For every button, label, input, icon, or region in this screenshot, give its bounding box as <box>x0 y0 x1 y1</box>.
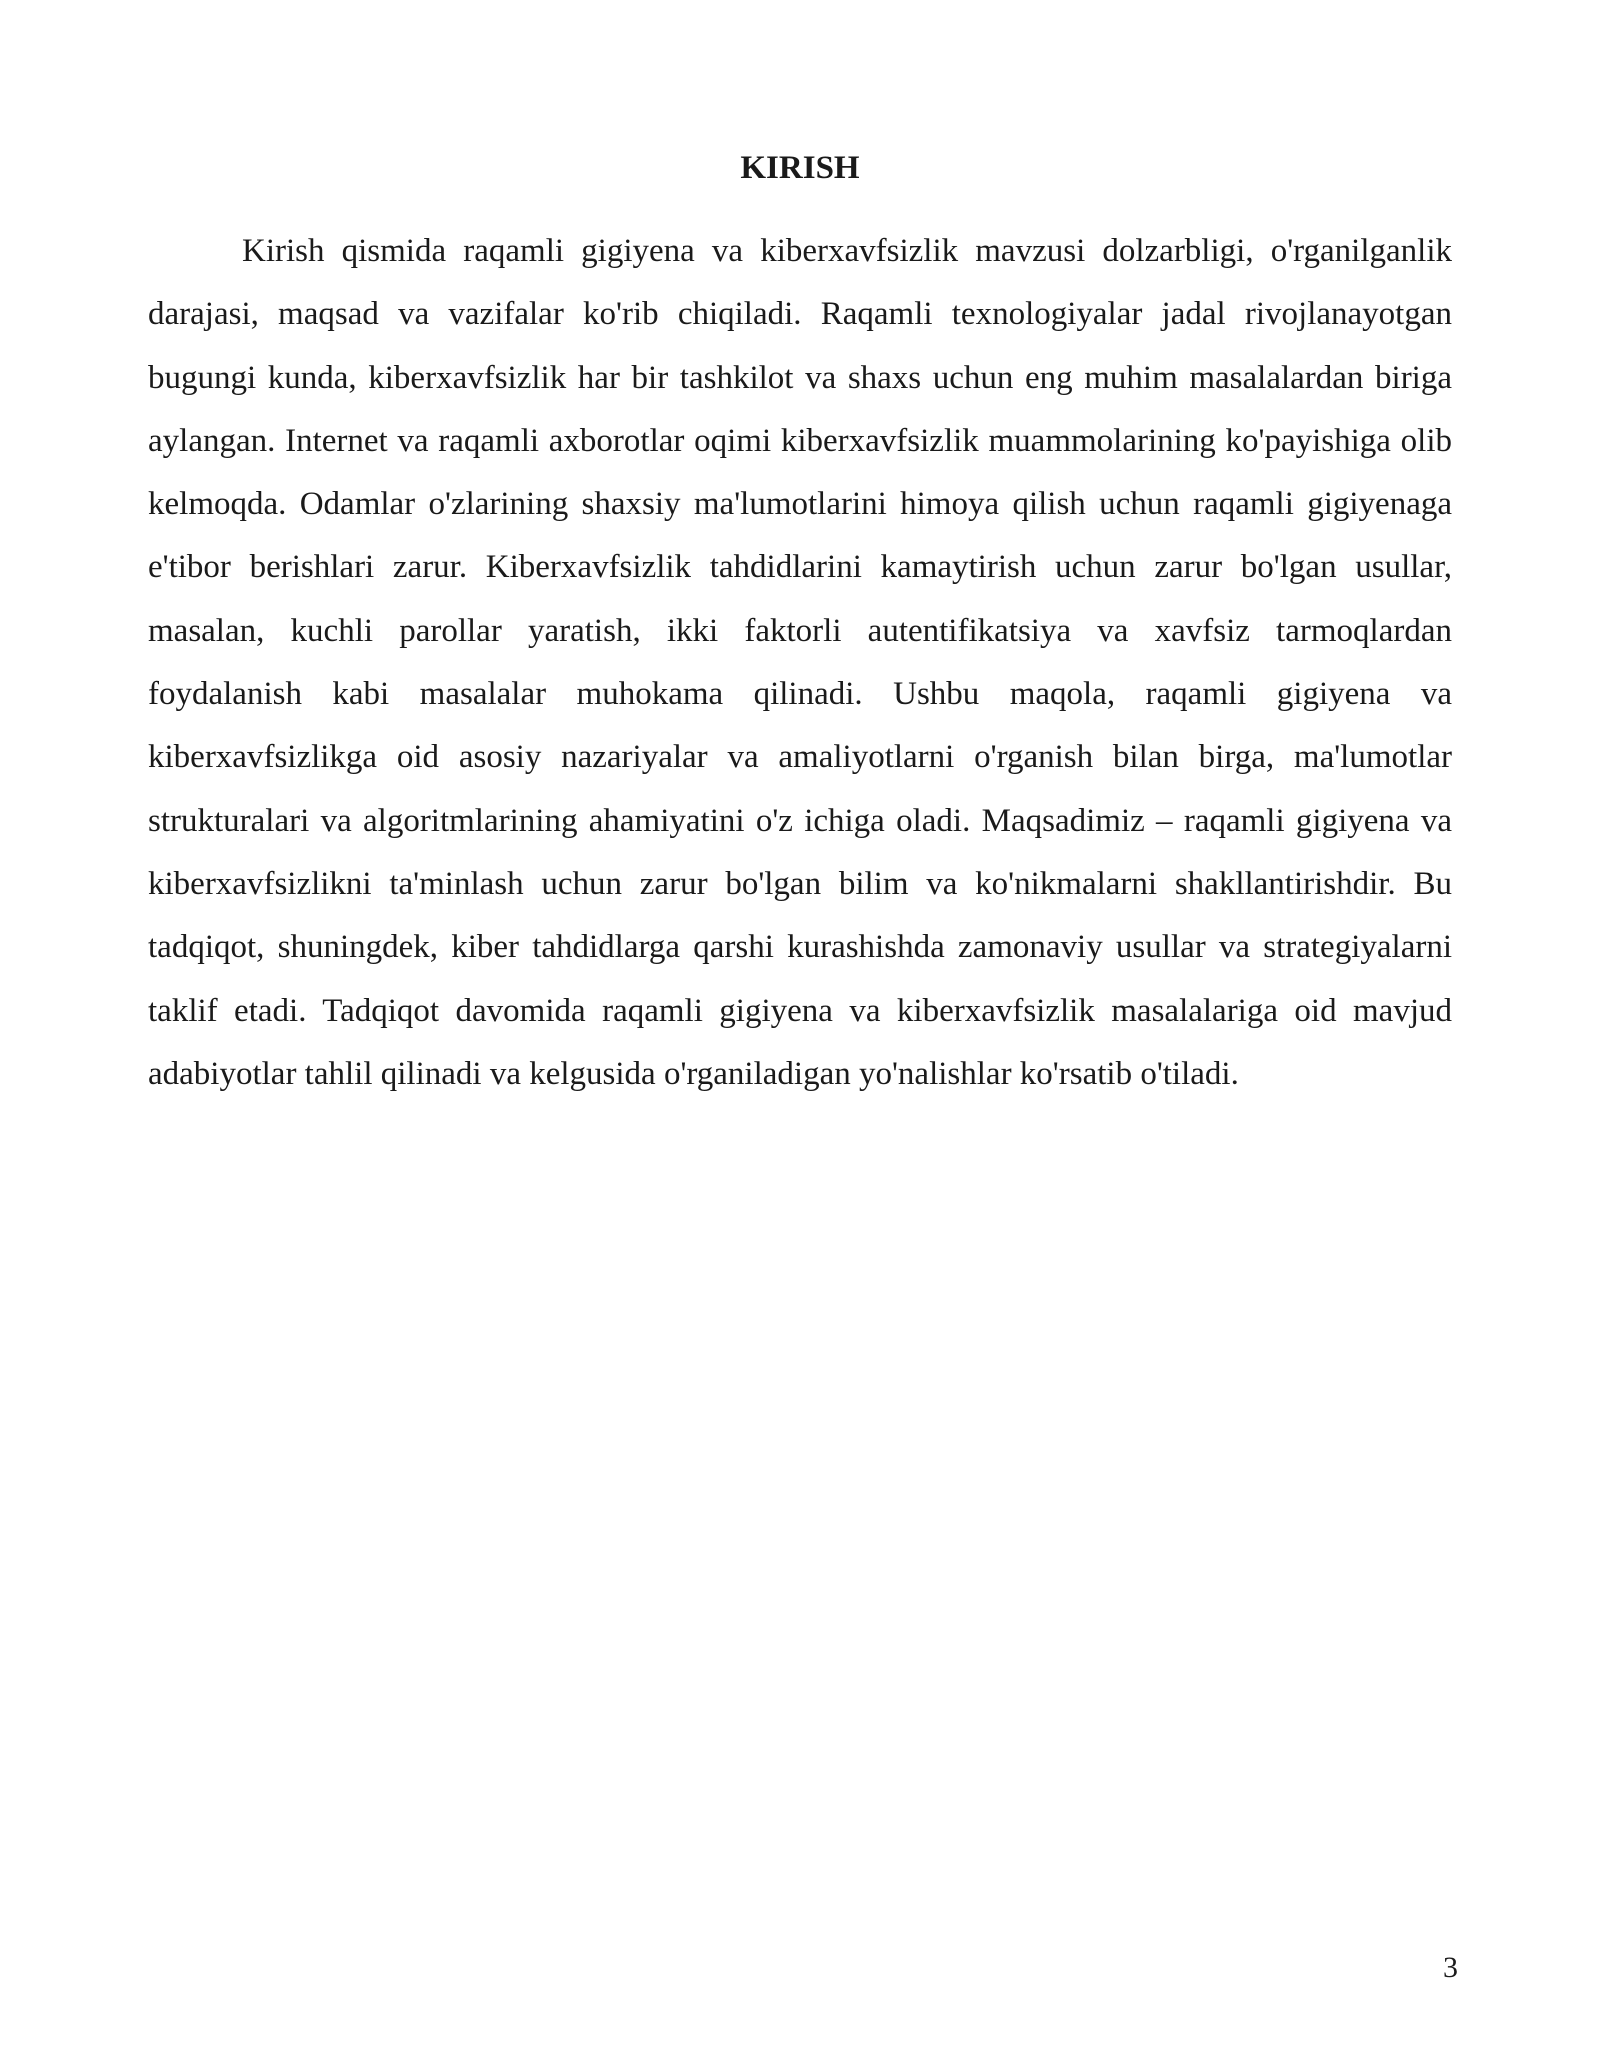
section-heading: KIRISH <box>740 150 860 186</box>
page-number: 3 <box>1443 1951 1458 1984</box>
body-paragraph: Kirish qismida raqamli gigiyena va kiberxavfsizlik mavzusi dolzarbligi, o'rganilganlik darajasi, maqsad va vazifalar ko'rib chiqiladi. Raqamli texnologiyalar jadal rivojlanayotgan bugungi kunda, kiberxavfsizlik har bir tashkilot va shaxs uchun eng muhim masalalardan biriga aylangan. Internet va raqamli axborotlar oqimi kiberxavfsizlik muammolarining ko'payishiga olib kelmoqda. Odamlar o'zlarining shaxsiy ma'lumotlarini himoya qilish uchun raqamli gigiyenaga e'tibor berishlari zarur. Kiberxavfsizlik tahdidlarini kamaytirish uchun zarur bo'lgan usullar, masalan, kuchli parollar yaratish, ikki faktorli autentifikatsiya va xavfsiz tarmoqlardan foydalanish kabi masalalar muhokama qilinadi. Ushbu maqola, raqamli gigiyena va kiberxavfsizlikga oid asosiy nazariyalar va amaliyotlarni o'rganish bilan birga, ma'lumotlar strukturalari va algoritmlarining ahamiyatini o'z ichiga oladi. Maqsadimiz – raqamli gigiyena va kiberxavfsizlikni ta'minlash uchun zarur bo'lgan bilim va ko'nikmalarni shakllantirishdir. Bu tadqiqot, shuningdek, kiber tahdidlarga qarshi kurashishda zamonaviy usullar va strategiyalarni taklif etadi. Tadqiqot davomida raqamli gigiyena va kiberxavfsizlik masalalariga oid mavjud adabiyotlar tahlil qilinadi va kelgusida o'rganiladigan yo'nalishlar ko'rsatib o'tiladi. <box>148 233 1452 1092</box>
